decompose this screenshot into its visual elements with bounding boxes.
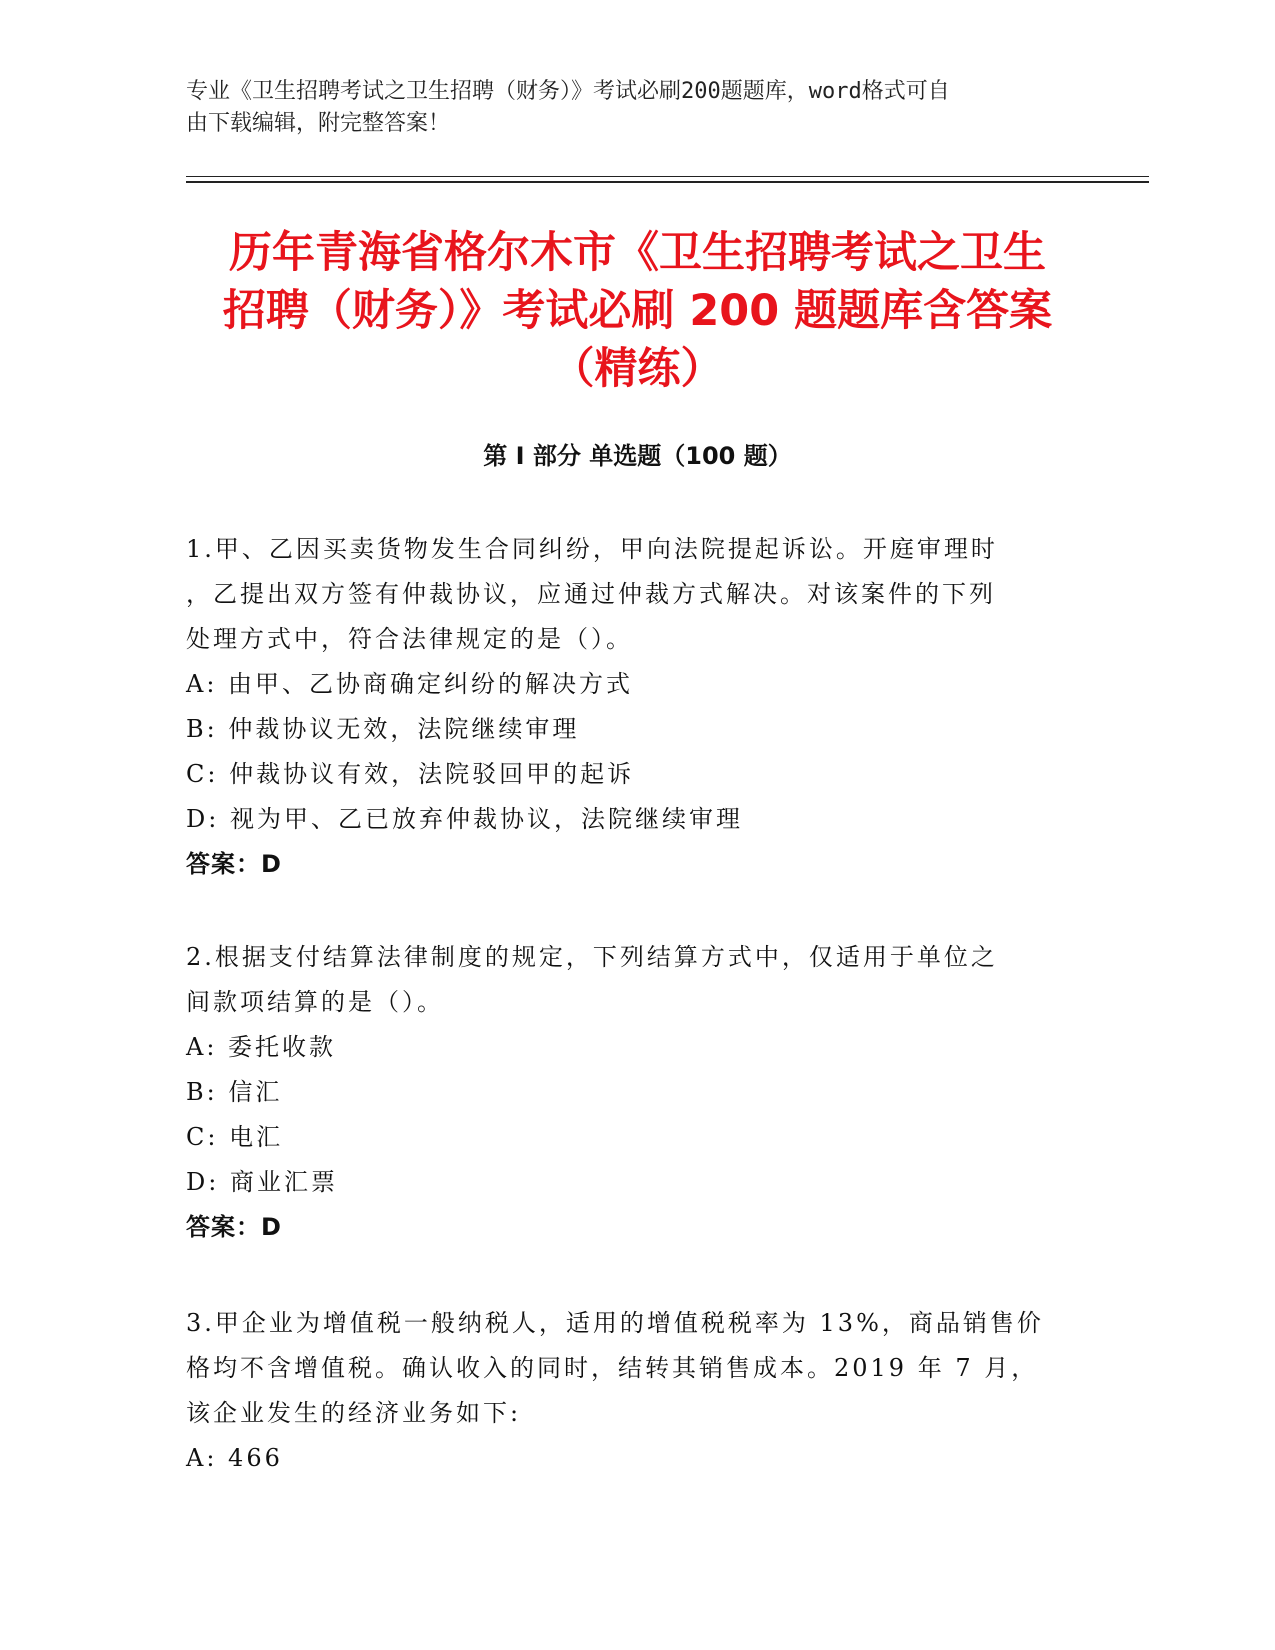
question-stem-line: 1.甲、乙因买卖货物发生合同纠纷，甲向法院提起诉讼。开庭审理时: [186, 535, 998, 563]
header-rule-bottom: [186, 181, 1149, 183]
option-b: B: 仲裁协议无效，法院继续审理: [186, 715, 580, 743]
answer: 答案：D: [186, 1213, 282, 1241]
option-a: A: 由甲、乙协商确定纠纷的解决方式: [186, 670, 634, 698]
title-line-3: （精练）: [551, 344, 724, 394]
answer: 答案：D: [186, 850, 282, 878]
section-title: 第 I 部分 单选题（100 题）: [483, 442, 792, 470]
header-note: [186, 76, 1066, 140]
question-1: [186, 527, 1086, 887]
title-line-1: 历年青海省格尔木市《卫生招聘考试之卫生: [229, 228, 1046, 278]
option-a: A: 466: [186, 1444, 283, 1472]
question-stem-line: 间款项结算的是（）。: [186, 988, 444, 1016]
option-c: C: 仲裁协议有效，法院驳回甲的起诉: [186, 760, 635, 788]
question-stem-line: 2.根据支付结算法律制度的规定，下列结算方式中，仅适用于单位之: [186, 943, 998, 971]
header-note-line-2: 由下载编辑，附完整答案！: [186, 111, 451, 136]
question-stem-line: 该企业发生的经济业务如下:: [186, 1399, 522, 1427]
option-d: D: 视为甲、乙已放弃仲裁协议，法院继续审理: [186, 805, 743, 833]
title-line-2: 招聘（财务）》考试必刷 200 题题库含答案: [222, 286, 1053, 336]
option-c: C: 电汇: [186, 1123, 284, 1151]
document-title: [160, 224, 1115, 398]
header-note-line-1: 专业《卫生招聘考试之卫生招聘（财务）》考试必刷200题题库，word格式可自: [186, 79, 950, 104]
option-d: D: 商业汇票: [186, 1168, 338, 1196]
header-rule-top: [186, 176, 1149, 177]
question-stem-line: 处理方式中，符合法律规定的是（）。: [186, 625, 633, 653]
question-stem-line: ，乙提出双方签有仲裁协议，应通过仲裁方式解决。对该案件的下列: [186, 580, 996, 608]
question-3: [186, 1301, 1086, 1481]
question-2: [186, 935, 1086, 1250]
option-b: B: 信汇: [186, 1078, 283, 1106]
option-a: A: 委托收款: [186, 1033, 337, 1061]
question-stem-line: 3.甲企业为增值税一般纳税人，适用的增值税税率为 13%，商品销售价: [186, 1309, 1044, 1337]
question-stem-line: 格均不含增值税。确认收入的同时，结转其销售成本。2019 年 7 月，: [186, 1354, 1039, 1382]
